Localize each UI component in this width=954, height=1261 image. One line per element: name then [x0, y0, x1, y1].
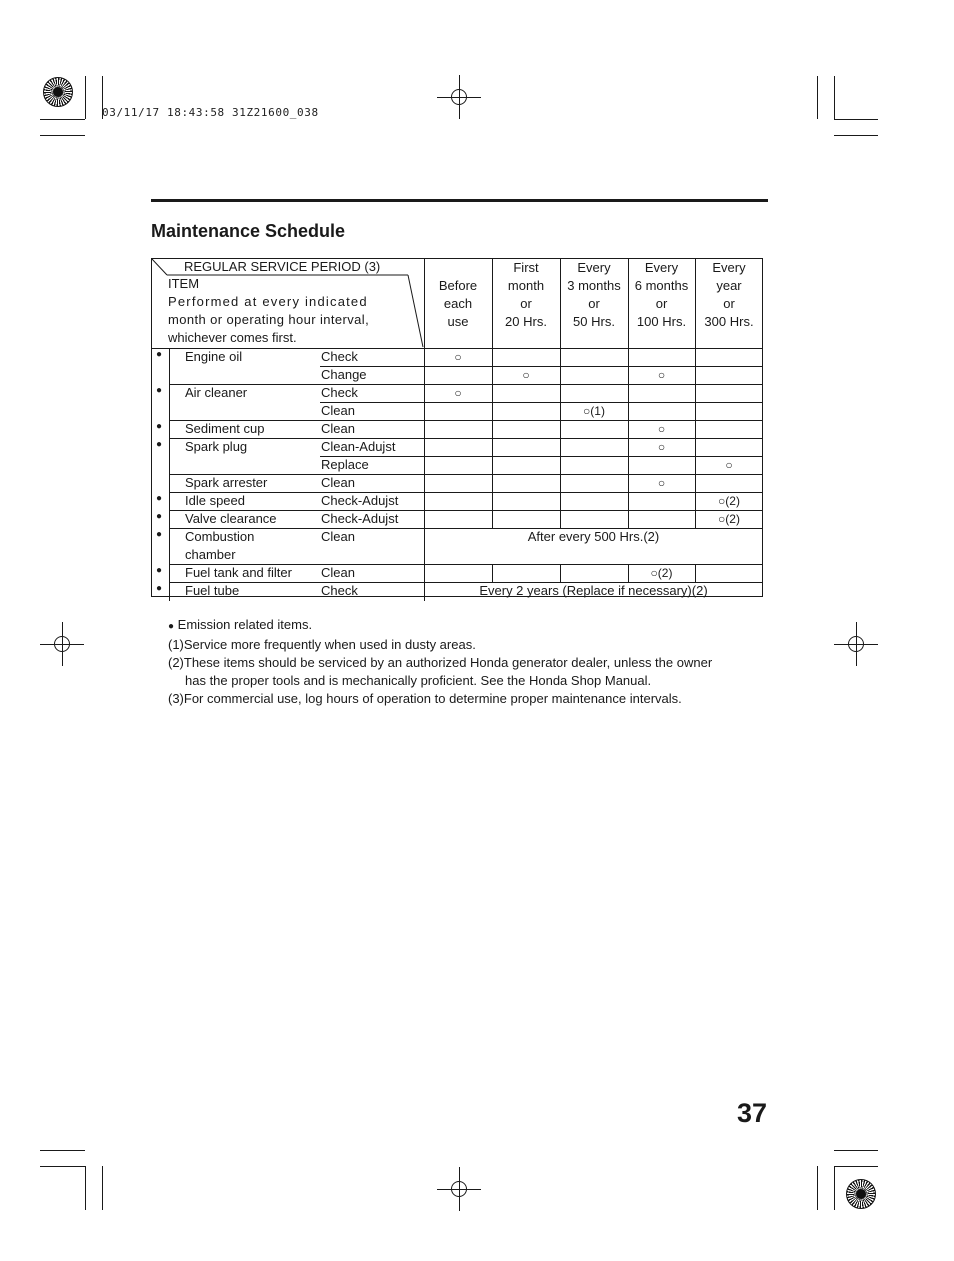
note-2-cont: has the proper tools and is mechanically proficient. See the Honda Shop Manual. [185, 673, 652, 688]
bullet-col-line [169, 510, 170, 529]
row-item: Combustion [185, 529, 255, 544]
print-stamp: 03/11/17 18:43:58 31Z21600_038 [102, 106, 319, 119]
corner-desc-1: Performed at every indicated [168, 294, 368, 309]
item-col-line [424, 366, 425, 385]
emission-bullet: ● [156, 385, 163, 396]
note-2: (2)These items should be serviced by an authorized Honda generator dealer, unless the owner [168, 655, 713, 670]
item-col-line [424, 492, 425, 511]
period-col-line [695, 564, 696, 583]
bullet-col-line [169, 456, 170, 475]
row-item-cont: chamber [185, 547, 236, 562]
column-header-line: 20 Hrs. [505, 314, 547, 329]
period-col-line [560, 384, 561, 403]
period-col-line [695, 348, 696, 367]
column-header-line: Every [644, 260, 679, 275]
row-item: Fuel tube [185, 583, 240, 598]
period-label: REGULAR SERVICE PERIOD (3) [184, 259, 381, 274]
emission-bullet: ● [156, 493, 163, 504]
item-col-line [424, 474, 425, 493]
maintenance-table [151, 258, 763, 597]
period-col-line [695, 402, 696, 421]
period-col-line [492, 384, 493, 403]
column-header-line: First [513, 260, 539, 275]
column-header-line: or [520, 296, 532, 311]
row-action: Check [321, 385, 358, 400]
period-col-line [560, 510, 561, 529]
period-col-line [628, 402, 629, 421]
period-col-line [492, 564, 493, 583]
row-action: Clean [321, 421, 355, 436]
note-emission-text: Emission related items. [177, 617, 313, 632]
row-action: Clean [321, 403, 355, 418]
emission-dot: ● [168, 621, 175, 632]
schedule-mark: ○ [454, 350, 462, 364]
row-item: Sediment cup [185, 421, 265, 436]
note-emission [168, 616, 712, 636]
row-action: Check-Adujst [321, 511, 399, 526]
schedule-mark: ○(2) [718, 512, 740, 526]
column-header-line: Every [712, 260, 746, 275]
bullet-col-line [169, 420, 170, 439]
period-col-line [560, 474, 561, 493]
column-header-line: or [588, 296, 600, 311]
column-header-line: each [443, 296, 473, 311]
row-item: Valve clearance [185, 511, 277, 526]
bullet-col-line [169, 366, 170, 385]
emission-bullet: ● [156, 349, 163, 360]
column-header-line: use [447, 314, 469, 329]
item-col-line [424, 510, 425, 529]
period-col-line [560, 492, 561, 511]
row-line [169, 492, 763, 493]
row-item: Spark arrester [185, 475, 268, 490]
item-col-line [424, 456, 425, 475]
schedule-mark: ○(1) [583, 404, 605, 418]
bullet-col-line [169, 348, 170, 367]
row-item: Spark plug [185, 439, 248, 454]
corner-desc-2: month or operating hour interval, [168, 312, 370, 327]
emission-bullet: ● [156, 565, 163, 576]
period-col-line [492, 492, 493, 511]
bullet-col-line [169, 582, 170, 601]
period-col-line [492, 456, 493, 475]
column-header-line: or [723, 296, 735, 311]
period-col-line [560, 348, 561, 367]
period-col-line [628, 384, 629, 403]
period-col-line [560, 438, 561, 457]
column-header-line: Every [577, 260, 611, 275]
schedule-mark: ○ [657, 422, 666, 436]
schedule-mark: ○(2) [650, 566, 673, 580]
period-col-line [492, 402, 493, 421]
column-header-line: 3 months [567, 278, 621, 293]
column-header-line: month [507, 278, 545, 293]
emission-bullet: ● [156, 439, 163, 450]
schedule-mark: ○ [657, 440, 666, 454]
period-col-line [560, 564, 561, 583]
column-header-line: 50 Hrs. [573, 314, 615, 329]
period-col-line [560, 420, 561, 439]
schedule-mark: ○ [657, 368, 666, 382]
emission-bullet: ● [156, 529, 163, 540]
row-span-note: Every 2 years (Replace if necessary)(2) [479, 583, 708, 598]
row-action: Check [321, 349, 358, 364]
period-col-line [695, 366, 696, 385]
bullet-col-line [169, 528, 170, 565]
row-action: Check-Adujst [321, 493, 399, 508]
period-col-line [628, 456, 629, 475]
corner-desc-3: whichever comes first. [168, 330, 297, 345]
row-item: Air cleaner [185, 385, 248, 400]
row-action: Change [321, 367, 367, 382]
emission-bullet: ● [156, 511, 163, 522]
item-col-line [424, 402, 425, 421]
row-action: Clean-Adujst [321, 439, 396, 454]
row-line [320, 402, 763, 403]
schedule-mark: ○ [454, 386, 462, 400]
item-col-line [424, 564, 425, 583]
bullet-col-line [169, 474, 170, 493]
period-col-line [695, 438, 696, 457]
item-label: ITEM [168, 276, 200, 291]
bullet-col-line [169, 402, 170, 421]
column-header-line: or [655, 296, 668, 311]
row-action: Clean [321, 565, 355, 580]
row-item: Idle speed [185, 493, 245, 508]
bullet-col-line [169, 438, 170, 457]
schedule-mark: ○ [657, 476, 666, 490]
column-header-line: 6 months [634, 278, 689, 293]
schedule-mark: ○ [725, 458, 733, 472]
row-action: Replace [321, 457, 369, 472]
bullet-col-line [169, 492, 170, 511]
note-3: (3)For commercial use, log hours of operation to determine proper maintenance intervals. [168, 691, 682, 706]
emission-bullet: ● [156, 583, 163, 594]
column-header-line: 100 Hrs. [636, 314, 687, 329]
period-col-line [628, 510, 629, 529]
schedule-mark: ○(2) [718, 494, 740, 508]
column-header-line: 300 Hrs. [704, 314, 754, 329]
column-header-line: Before [438, 278, 478, 293]
emission-bullet: ● [156, 421, 163, 432]
period-col-line [628, 348, 629, 367]
period-col-line [492, 510, 493, 529]
item-col-line [424, 438, 425, 457]
period-col-line [628, 492, 629, 511]
page-title: Maintenance Schedule [151, 221, 346, 241]
row-item: Engine oil [185, 349, 243, 364]
footnotes [168, 616, 712, 708]
period-col-line [492, 420, 493, 439]
bullet-col-line [169, 564, 170, 583]
note-1: (1)Service more frequently when used in dusty areas. [168, 637, 476, 652]
row-action: Check [321, 583, 358, 598]
schedule-mark: ○ [522, 368, 530, 382]
period-col-line [695, 420, 696, 439]
registration-star-bottom-right [846, 1179, 876, 1209]
header-rule [151, 199, 768, 202]
period-col-line [695, 474, 696, 493]
period-col-line [560, 366, 561, 385]
bullet-col-line [169, 384, 170, 403]
row-action: Clean [321, 529, 355, 544]
item-col-line [424, 420, 425, 439]
row-span-note: After every 500 Hrs.(2) [527, 529, 660, 544]
column-header-line: year [716, 278, 742, 293]
row-action: Clean [321, 475, 355, 490]
period-col-line [492, 474, 493, 493]
period-col-line [492, 348, 493, 367]
period-col-line [695, 384, 696, 403]
registration-star-top-left [43, 77, 73, 107]
period-col-line [492, 438, 493, 457]
page-number: 37 [736, 1098, 767, 1128]
row-item: Fuel tank and filter [185, 565, 292, 580]
period-col-line [560, 456, 561, 475]
